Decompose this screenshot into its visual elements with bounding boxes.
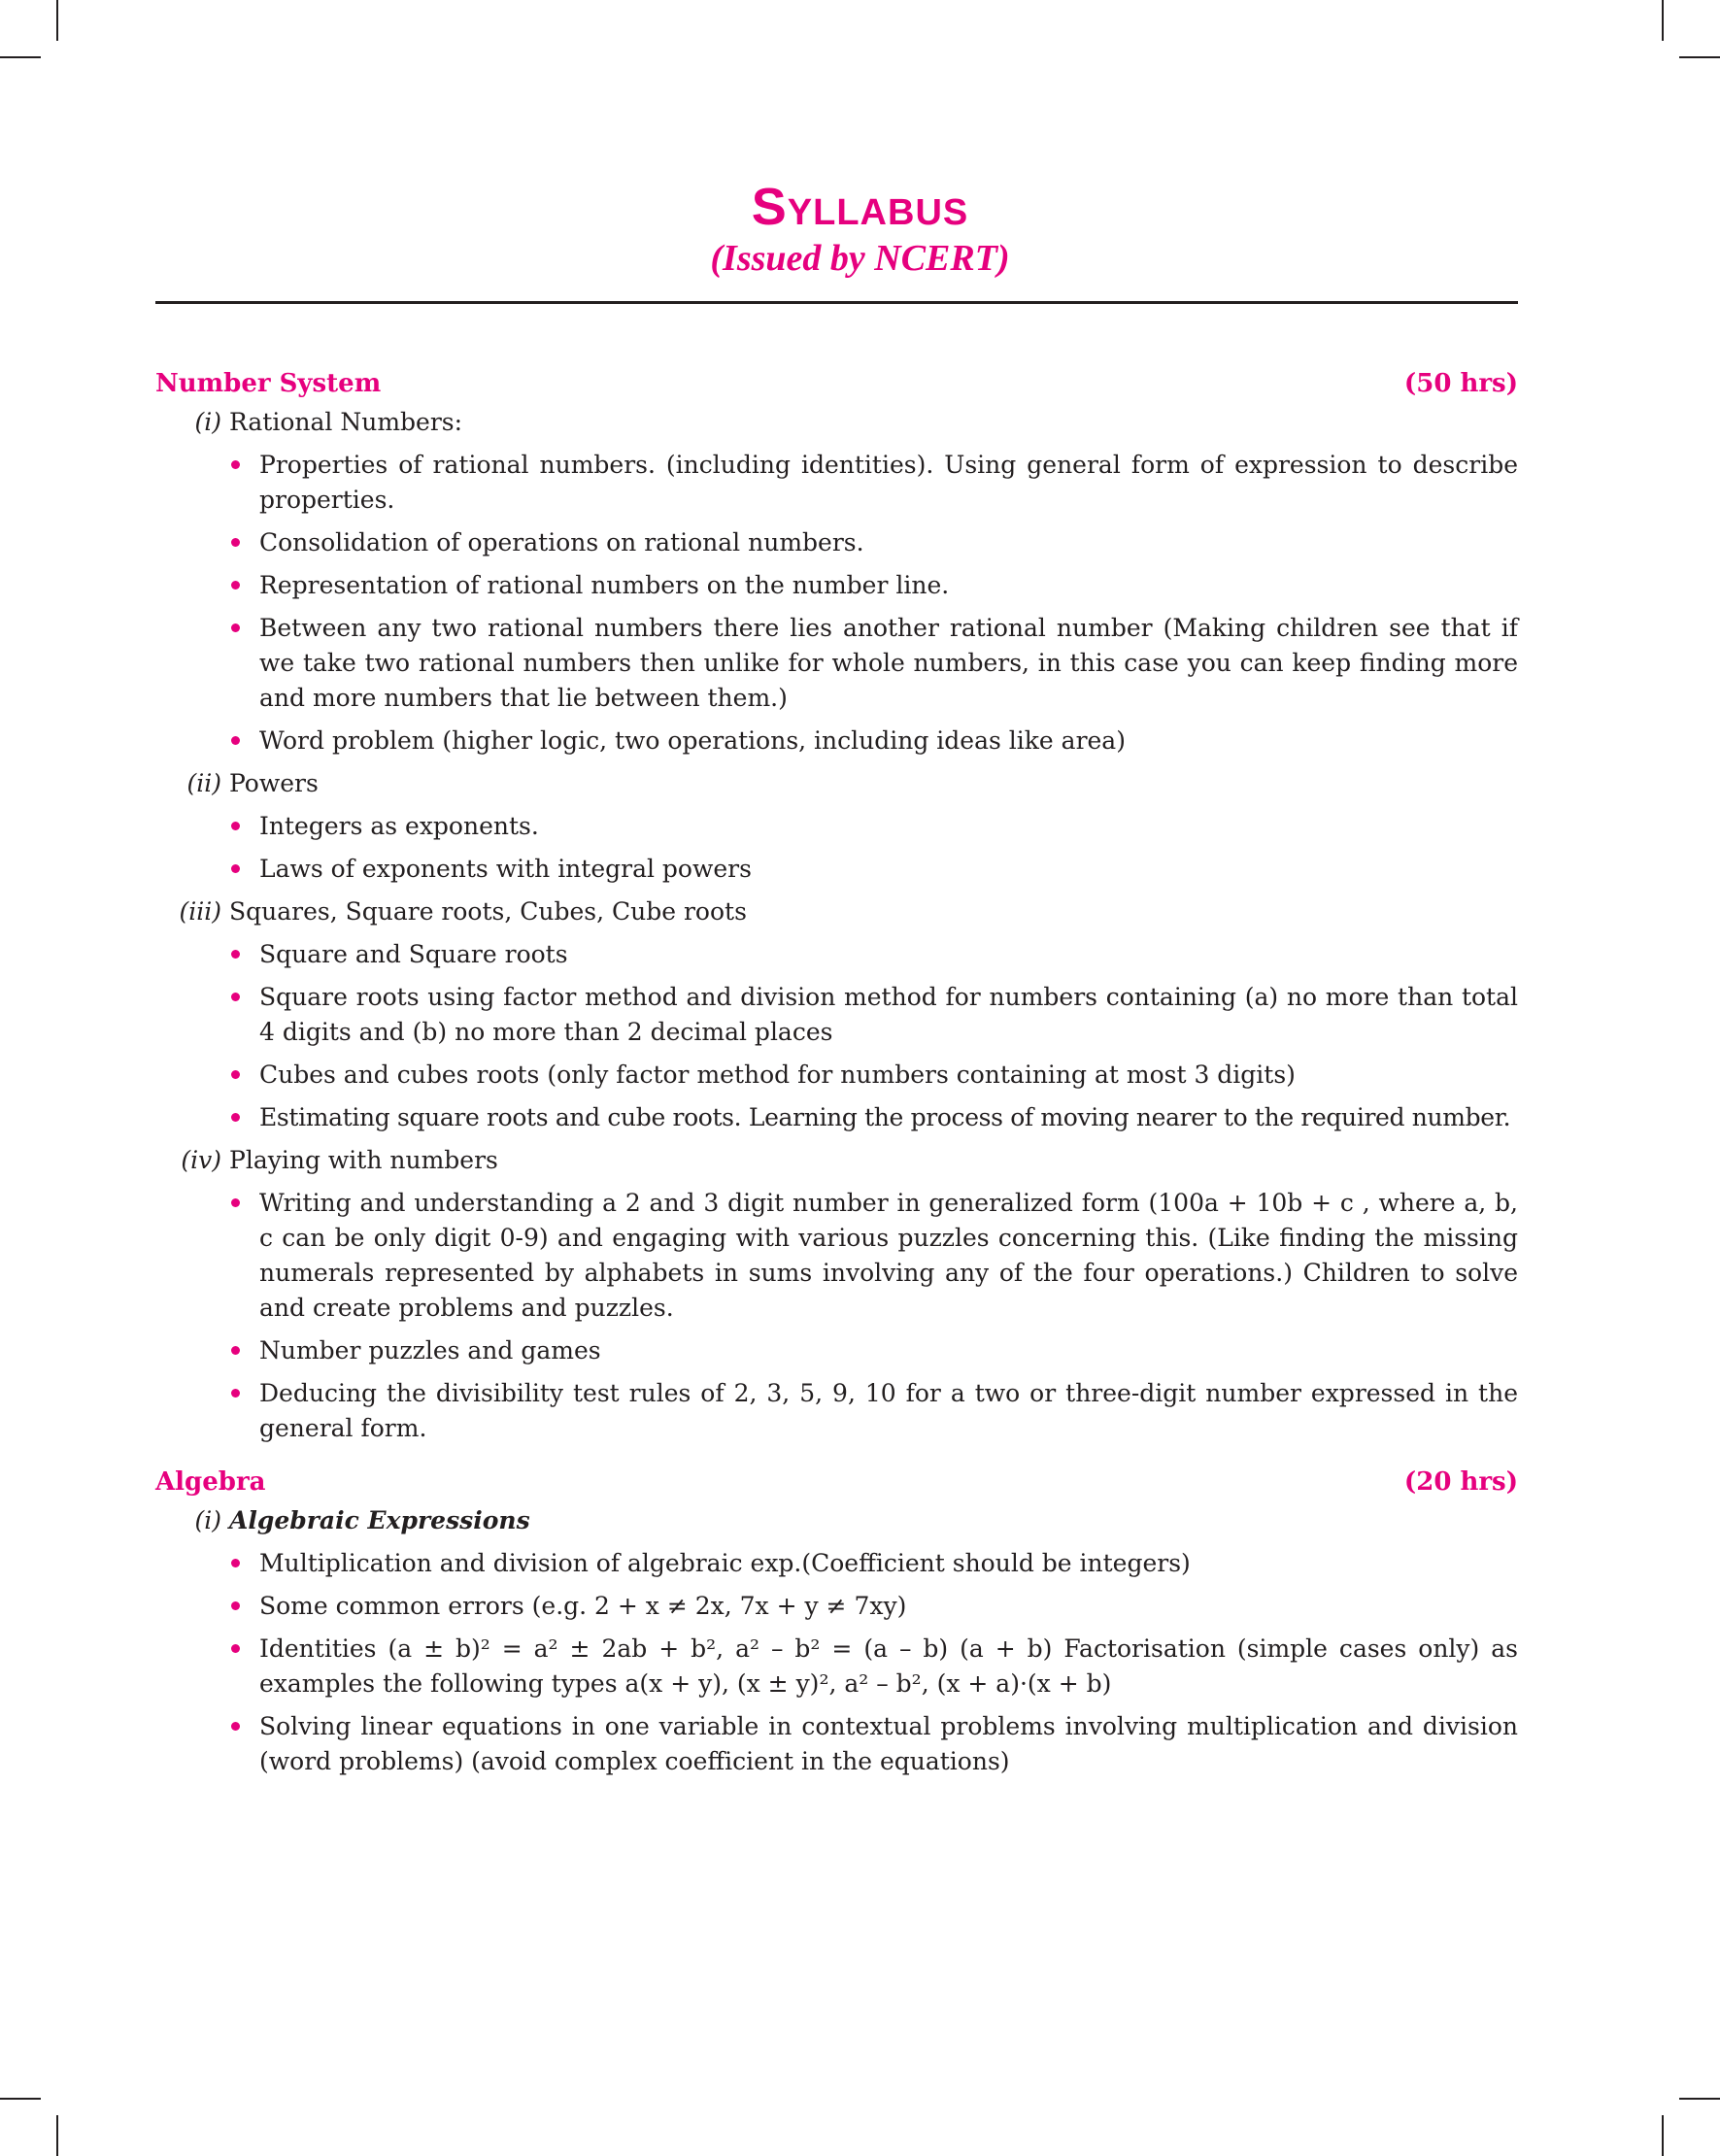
- header-divider: [155, 301, 1518, 304]
- page-header: [0, 177, 1720, 280]
- syllabus-content: [155, 362, 1518, 1787]
- list-item: Deducing the divisibility test rules of 2, 3, 5, 9, 10 for a two or three-digit number expressed in the general form.: [259, 1376, 1518, 1446]
- subsection-number: (i): [194, 1506, 221, 1534]
- section-header-algebra: [155, 1461, 1518, 1503]
- bullet-list: [155, 809, 1518, 887]
- list-item: Representation of rational numbers on the number line.: [259, 568, 1518, 603]
- list-item: Solving linear equations in one variable in contextual problems involving multiplication and division (word problems) (avoid complex coefficient in the equations): [259, 1709, 1518, 1779]
- subsection-number: (ii): [186, 769, 221, 797]
- crop-mark-bottom-left-vertical: [56, 2115, 58, 2156]
- page-title: Syllabus: [751, 178, 969, 236]
- subsection-label: Algebraic Expressions: [229, 1506, 530, 1534]
- bullet-list: [155, 1546, 1518, 1779]
- list-item: Consolidation of operations on rational numbers.: [259, 525, 1518, 560]
- list-item: Properties of rational numbers. (including identities). Using general form of expression to describe properties.: [259, 448, 1518, 518]
- bullet-list: [155, 937, 1518, 1135]
- bullet-list: [155, 1186, 1518, 1446]
- subsection-heading: [155, 894, 1518, 937]
- subsection-number: (iii): [179, 897, 221, 926]
- list-item: Some common errors (e.g. 2 + x ≠ 2x, 7x + y ≠ 7xy): [259, 1589, 1518, 1624]
- subsection-heading: [155, 1143, 1518, 1186]
- crop-mark-top-right-vertical: [1662, 0, 1664, 41]
- list-item: Between any two rational numbers there lies another rational number (Making children see that if we take two rational numbers then unlike for whole numbers, in this case you can keep finding more and more numbers that lie between them.): [259, 611, 1518, 716]
- list-item: Square and Square roots: [259, 937, 1518, 972]
- subsection-number: (iv): [181, 1146, 221, 1174]
- subsection-heading: [155, 405, 1518, 448]
- list-item: Number puzzles and games: [259, 1333, 1518, 1368]
- section-hours: (50 hrs): [1403, 369, 1518, 398]
- crop-mark-top-left-vertical: [56, 0, 58, 41]
- subsection-label: Powers: [229, 769, 319, 797]
- list-item: Writing and understanding a 2 and 3 digit number in generalized form (100a + 10b + c , where a, b, c can be only digit 0-9) and engaging with various puzzles concerning this. (Like finding the missing numerals represented by alphabets in sums involving any of the four operations.) Children to solve and create problems and puzzles.: [259, 1186, 1518, 1326]
- list-item: Square roots using factor method and division method for numbers containing (a) no more than total 4 digits and (b) no more than 2 decimal places: [259, 980, 1518, 1050]
- list-item: Multiplication and division of algebraic exp.(Coefficient should be integers): [259, 1546, 1518, 1581]
- list-item: Identities (a ± b)² = a² ± 2ab + b², a² – b² = (a – b) (a + b) Factorisation (simple cases only) as examples the following types a(x + y), (x ± y)², a² – b², (x + a)·(x + b): [259, 1632, 1518, 1701]
- crop-mark-bottom-right-vertical: [1662, 2115, 1664, 2156]
- section-hours: (20 hrs): [1403, 1467, 1518, 1497]
- subsection-label: Rational Numbers:: [229, 408, 463, 436]
- section-title: Algebra: [155, 1467, 266, 1497]
- page-subtitle: (Issued by NCERT): [710, 238, 1010, 279]
- crop-mark-top-left-horizontal: [0, 56, 41, 58]
- subsection-heading: [155, 1503, 1518, 1546]
- crop-mark-bottom-left-horizontal: [0, 2098, 41, 2100]
- crop-mark-bottom-right-horizontal: [1679, 2098, 1720, 2100]
- subsection-label: Squares, Square roots, Cubes, Cube roots: [229, 897, 747, 926]
- crop-mark-top-right-horizontal: [1679, 56, 1720, 58]
- list-item: Laws of exponents with integral powers: [259, 852, 1518, 887]
- list-item: Estimating square roots and cube roots. Learning the process of moving nearer to the required number.: [259, 1100, 1518, 1135]
- subsection-label: Playing with numbers: [229, 1146, 498, 1174]
- section-title: Number System: [155, 369, 382, 398]
- section-header-number-system: [155, 362, 1518, 405]
- list-item: Word problem (higher logic, two operations, including ideas like area): [259, 724, 1518, 758]
- list-item: Integers as exponents.: [259, 809, 1518, 844]
- subsection-heading: [155, 766, 1518, 809]
- subsection-number: (i): [194, 408, 221, 436]
- bullet-list: [155, 448, 1518, 758]
- list-item: Cubes and cubes roots (only factor method for numbers containing at most 3 digits): [259, 1058, 1518, 1093]
